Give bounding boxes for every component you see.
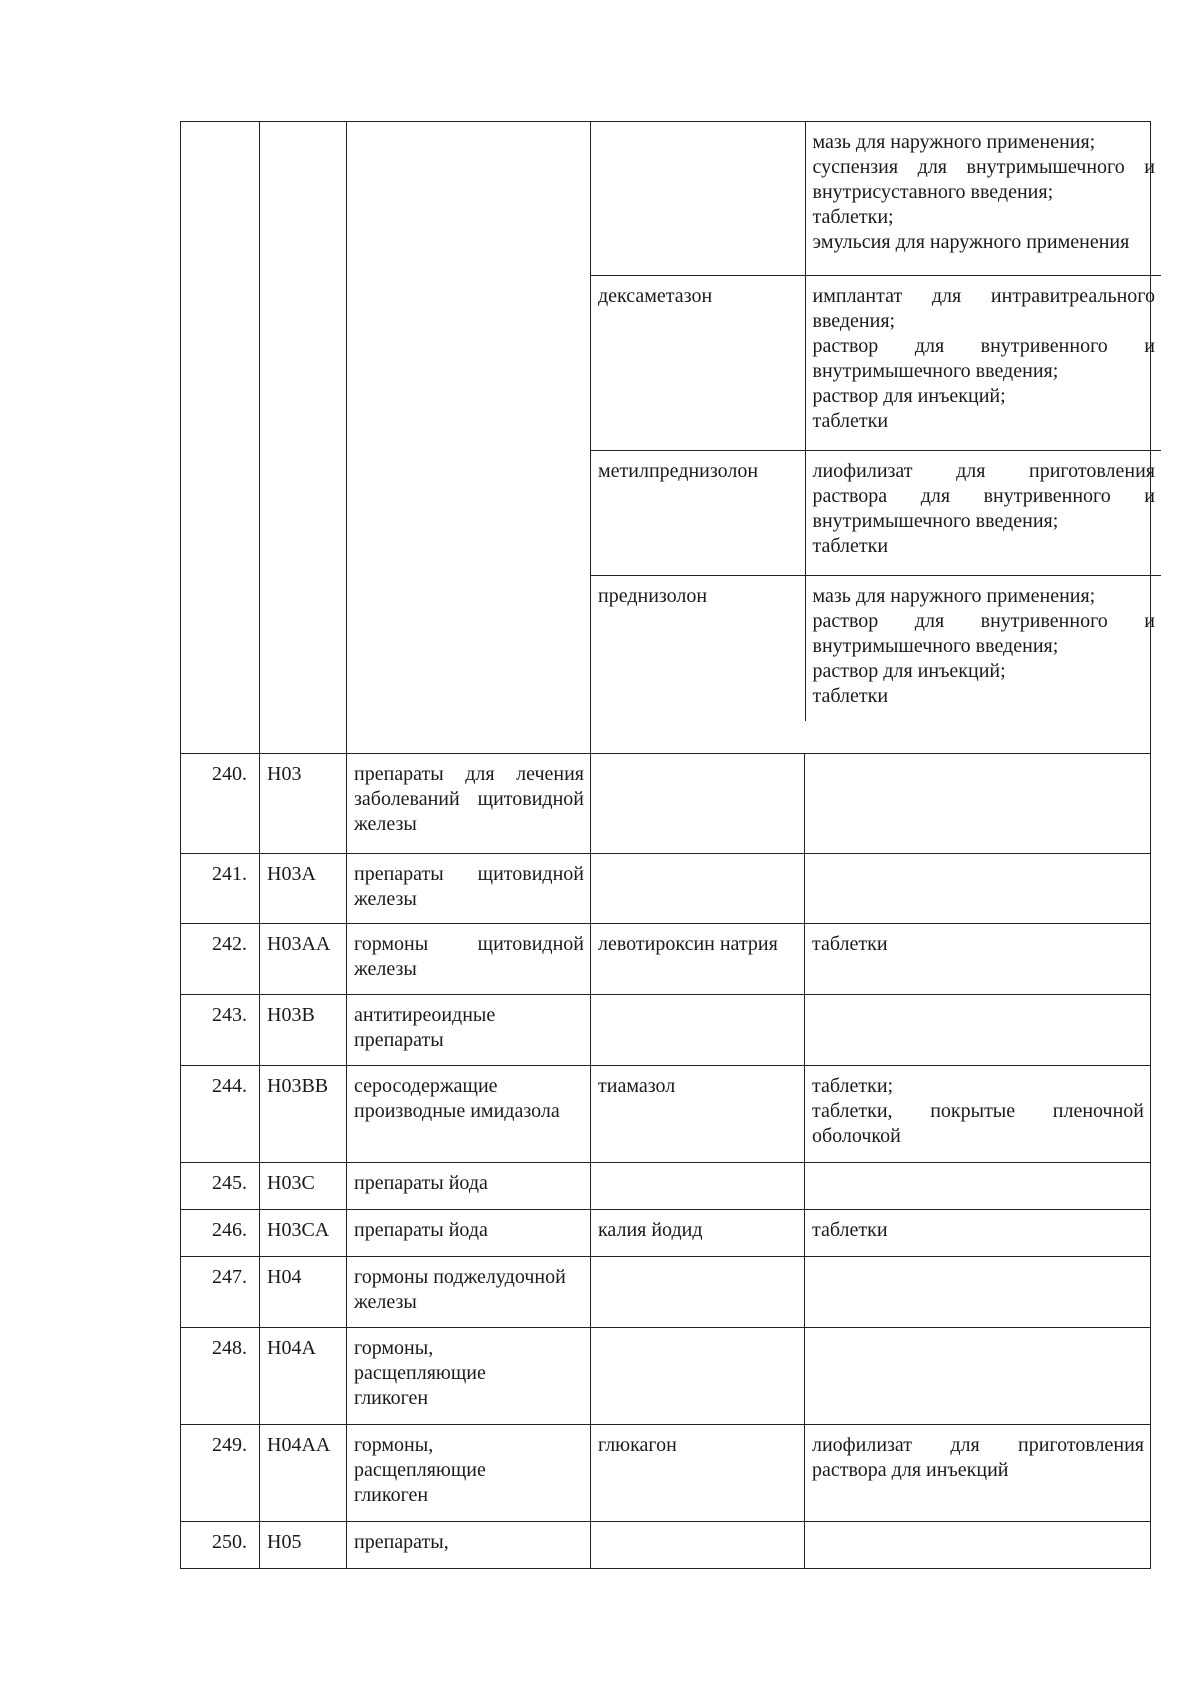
inn-name bbox=[591, 854, 805, 924]
table-row bbox=[181, 924, 1151, 995]
form-line: имплантат для интравитреального введения; bbox=[812, 285, 1155, 332]
dosage-forms bbox=[805, 1163, 1151, 1210]
atc-code: H03B bbox=[260, 995, 347, 1066]
row-number: 248. bbox=[181, 1328, 260, 1425]
inn-name: глюкагон bbox=[591, 1425, 805, 1522]
dosage-forms bbox=[805, 754, 1151, 854]
group-name bbox=[347, 1328, 591, 1425]
dosage-forms bbox=[805, 924, 1151, 995]
form-line: раствор для внутривенного и внутримышечного введения; bbox=[812, 335, 1155, 382]
dosage-forms bbox=[805, 854, 1151, 924]
table-row bbox=[181, 1210, 1151, 1257]
cell-group bbox=[347, 122, 591, 754]
group-name: гормоны поджелудочной железы bbox=[347, 1257, 591, 1328]
form-line: таблетки bbox=[812, 685, 889, 707]
atc-code: H03A bbox=[260, 854, 347, 924]
form-line: таблетки bbox=[812, 410, 889, 432]
row-number: 242. bbox=[181, 924, 260, 995]
form-line: мазь для наружного применения; bbox=[812, 585, 1096, 607]
table-row bbox=[181, 995, 1151, 1066]
table-row bbox=[181, 1522, 1151, 1569]
row-number: 244. bbox=[181, 1066, 260, 1163]
sub-forms bbox=[805, 451, 1161, 576]
table-row bbox=[181, 1257, 1151, 1328]
table-row bbox=[181, 1163, 1151, 1210]
form-line: раствор для инъекций; bbox=[812, 385, 1006, 407]
form-line: мазь для наружного применения; bbox=[812, 131, 1096, 153]
sub-forms bbox=[805, 276, 1161, 451]
dosage-forms bbox=[805, 995, 1151, 1066]
subrow-1 bbox=[591, 276, 1161, 451]
group-name: гормоны щитовидной железы bbox=[347, 924, 591, 995]
group-text: гормоны, расщепляющие гликоген bbox=[354, 1434, 486, 1506]
form-line: таблетки, покрытые пленочной оболочкой bbox=[812, 1100, 1144, 1147]
sub-inn: дексаметазон bbox=[591, 276, 805, 451]
atc-code: H04A bbox=[260, 1328, 347, 1425]
form-line: раствор для внутривенного и внутримышечного введения; bbox=[812, 610, 1155, 657]
continuation-subtable bbox=[591, 122, 1161, 721]
atc-code: H05 bbox=[260, 1522, 347, 1569]
form-line: таблетки bbox=[812, 535, 889, 557]
group-name bbox=[347, 1425, 591, 1522]
row-number: 246. bbox=[181, 1210, 260, 1257]
table-row bbox=[181, 1066, 1151, 1163]
group-name: препараты йода bbox=[347, 1210, 591, 1257]
inn-name: калия йодид bbox=[591, 1210, 805, 1257]
group-name: серосодержащие производные имидазола bbox=[347, 1066, 591, 1163]
form-line: лиофилизат для приготовления раствора для инъекций bbox=[812, 1434, 1144, 1481]
subrow-2 bbox=[591, 451, 1161, 576]
table-row bbox=[181, 754, 1151, 854]
sub-inn bbox=[591, 122, 805, 276]
inn-name: левотироксин натрия bbox=[591, 924, 805, 995]
group-name: антитиреоидные препараты bbox=[347, 995, 591, 1066]
form-line: таблетки bbox=[812, 1219, 888, 1241]
cell-code bbox=[260, 122, 347, 754]
row-number: 243. bbox=[181, 995, 260, 1066]
inn-name bbox=[591, 1163, 805, 1210]
continuation-subtable-cell bbox=[591, 122, 1155, 754]
dosage-forms bbox=[805, 1425, 1151, 1522]
inn-name bbox=[591, 754, 805, 854]
table-row bbox=[181, 854, 1151, 924]
row-number: 249. bbox=[181, 1425, 260, 1522]
continuation-row bbox=[181, 122, 1151, 754]
group-text: гормоны, расщепляющие гликоген bbox=[354, 1337, 486, 1409]
row-number: 241. bbox=[181, 854, 260, 924]
atc-code: H03 bbox=[260, 754, 347, 854]
atc-code: H04 bbox=[260, 1257, 347, 1328]
row-number: 245. bbox=[181, 1163, 260, 1210]
dosage-forms bbox=[805, 1066, 1151, 1163]
inn-name bbox=[591, 1522, 805, 1569]
form-line: эмульсия для наружного применения bbox=[812, 231, 1130, 253]
inn-name bbox=[591, 1257, 805, 1328]
row-number: 250. bbox=[181, 1522, 260, 1569]
form-line: таблетки; bbox=[812, 1075, 894, 1097]
atc-code: H03BB bbox=[260, 1066, 347, 1163]
group-name: препараты, bbox=[347, 1522, 591, 1569]
dosage-forms bbox=[805, 1257, 1151, 1328]
row-number: 240. bbox=[181, 754, 260, 854]
form-line: таблетки; bbox=[812, 206, 894, 228]
inn-name: тиамазол bbox=[591, 1066, 805, 1163]
atc-code: H03CA bbox=[260, 1210, 347, 1257]
inn-name bbox=[591, 995, 805, 1066]
sub-inn: метилпреднизолон bbox=[591, 451, 805, 576]
form-line: таблетки bbox=[812, 933, 888, 955]
atc-code: H04AA bbox=[260, 1425, 347, 1522]
subrow-0 bbox=[591, 122, 1161, 276]
inn-name bbox=[591, 1328, 805, 1425]
group-name: препараты для лечения заболеваний щитовидной железы bbox=[347, 754, 591, 854]
table-row bbox=[181, 1328, 1151, 1425]
drug-list-table bbox=[180, 121, 1155, 1569]
dosage-forms bbox=[805, 1210, 1151, 1257]
dosage-forms bbox=[805, 1328, 1151, 1425]
form-line: лиофилизат для приготовления раствора для внутривенного и внутримышечного введения; bbox=[812, 460, 1155, 532]
document-page bbox=[180, 121, 1155, 1569]
form-line: суспензия для внутримышечного и внутрисуставного введения; bbox=[812, 156, 1155, 203]
group-name: препараты щитовидной железы bbox=[347, 854, 591, 924]
form-line: раствор для инъекций; bbox=[812, 660, 1006, 682]
dosage-forms bbox=[805, 1522, 1151, 1569]
row-number: 247. bbox=[181, 1257, 260, 1328]
sub-forms bbox=[805, 122, 1161, 276]
sub-inn: преднизолон bbox=[591, 576, 805, 722]
cell-num bbox=[181, 122, 260, 754]
atc-code: H03C bbox=[260, 1163, 347, 1210]
sub-forms bbox=[805, 576, 1161, 722]
atc-code: H03AA bbox=[260, 924, 347, 995]
subrow-3 bbox=[591, 576, 1161, 722]
group-name: препараты йода bbox=[347, 1163, 591, 1210]
table-row bbox=[181, 1425, 1151, 1522]
